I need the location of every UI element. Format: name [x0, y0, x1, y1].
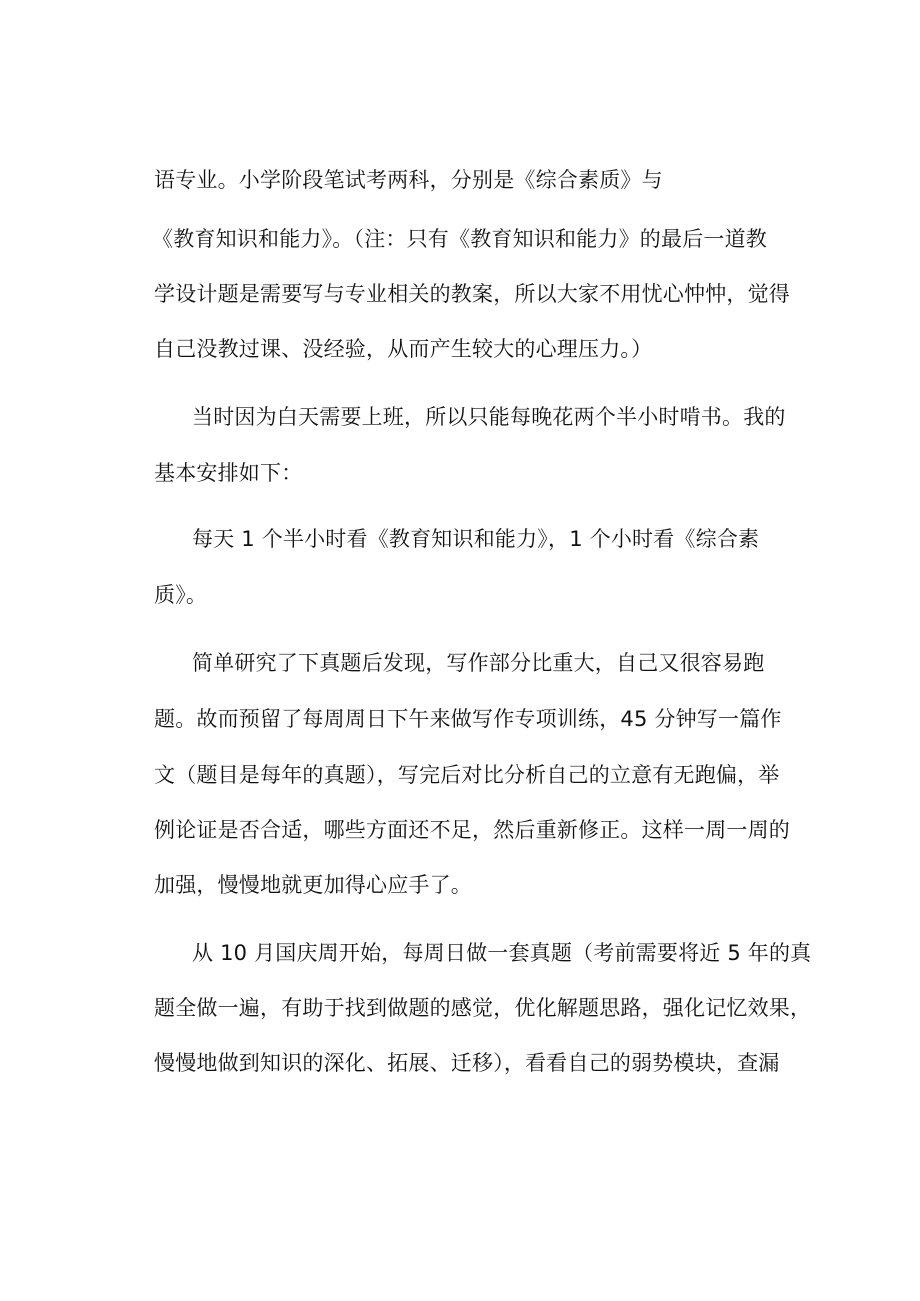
- text-line: 质》。: [154, 583, 208, 607]
- text-line: 加强，慢慢地就更加得心应手了。: [154, 873, 472, 897]
- text-line: 语专业。小学阶段笔试考两科，分别是《综合素质》与: [154, 168, 663, 192]
- text-line: 当时因为白天需要上班，所以只能每晚花两个半小时啃书。我的: [192, 405, 786, 429]
- text-line: 简单研究了下真题后发现，写作部分比重大，自己又很容易跑: [192, 651, 765, 675]
- text-line: 慢慢地做到知识的深化、拓展、迁移），看看自己的弱势模块，查漏: [154, 1051, 780, 1075]
- text-line: 基本安排如下：: [154, 461, 303, 485]
- text-line: 例论证是否合适，哪些方面还不足，然后重新修正。这样一周一周的: [154, 818, 790, 842]
- text-line: 文（题目是每年的真题），写完后对比分析自己的立意有无跑偏，举: [154, 763, 780, 787]
- text-line: 从 10 月国庆周开始，每周日做一套真题（考前需要将近 5 年的真: [192, 941, 812, 965]
- text-line: 自己没教过课、没经验，从而产生较大的心理压力。）: [154, 337, 653, 361]
- text-line: 学设计题是需要写与专业相关的教案，所以大家不用忧心忡忡，觉得: [154, 282, 790, 306]
- text-line: 《教育知识和能力》。（注：只有《教育知识和能力》的最后一道教: [152, 227, 767, 251]
- text-line: 题。故而预留了每周周日下午来做写作专项训练，45 分钟写一篇作: [154, 707, 782, 731]
- text-line: 题全做一遍，有助于找到做题的感觉，优化解题思路，强化记忆效果，: [154, 996, 812, 1020]
- text-line: 每天 1 个半小时看《教育知识和能力》，1 个小时看《综合素: [192, 527, 760, 551]
